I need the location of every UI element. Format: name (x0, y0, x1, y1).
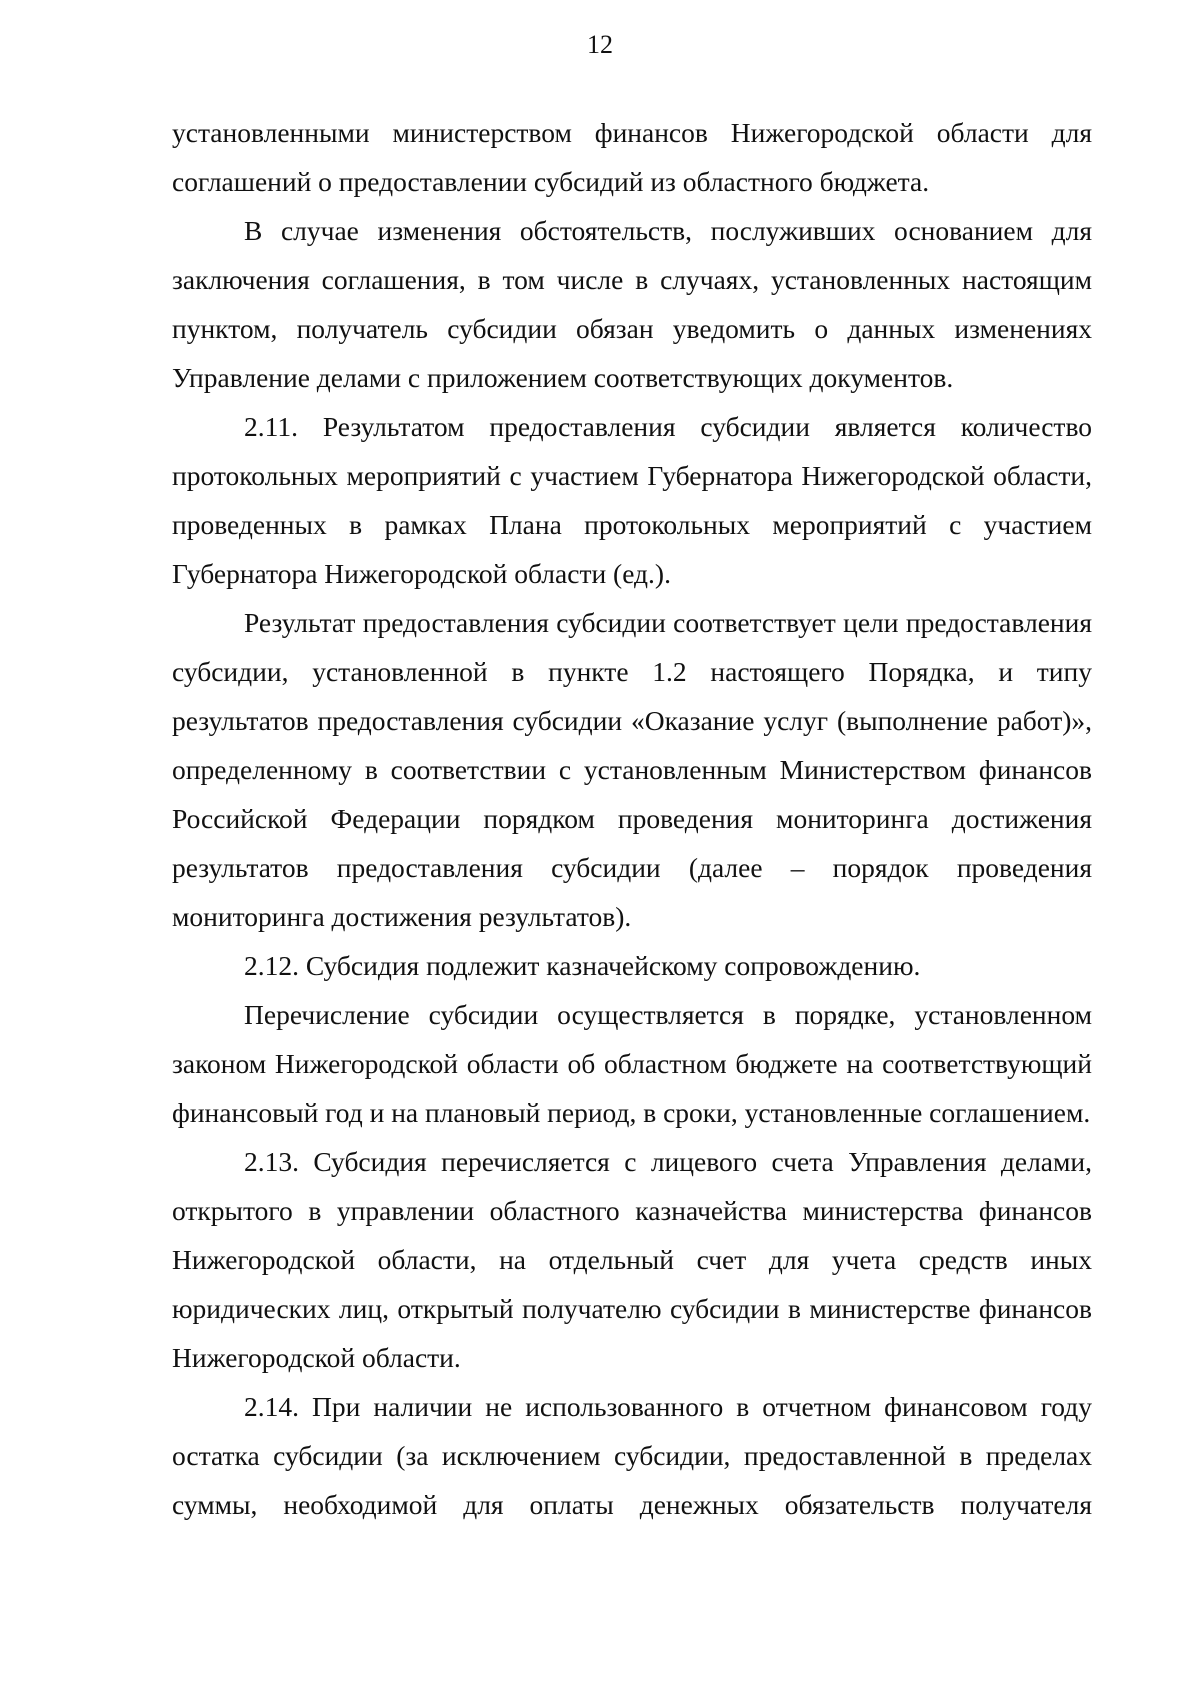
paragraph-2-11: 2.11. Результатом предоставления субсидии является количество протокольных мероприятий с участием Губернатора Нижегородской области, проведенных в рамках Плана протокольных мероприятий с участием Губернатора Нижегородской области (ед.). (172, 411, 1092, 589)
paragraph-transfer: Перечисление субсидии осуществляется в порядке, установленном законом Нижегородской области об областном бюджете на соответствующий финансовый год и на плановый период, в сроки, установленные соглашением. (172, 999, 1092, 1128)
paragraph-2: В случае изменения обстоятельств, послуживших основанием для заключения соглашения, в том числе в случаях, установленных настоящим пунктом, получатель субсидии обязан уведомить о данных изменениях Управление делами с приложением соответствующих документов. (172, 215, 1092, 393)
paragraph-2-12: 2.12. Субсидия подлежит казначейскому сопровождению. (244, 950, 921, 981)
paragraph-2-14: 2.14. При наличии не использованного в отчетном финансовом году остатка субсидии (за исключением субсидии, предоставленной в пределах суммы, необходимой для оплаты денежных обязательств получателя (172, 1391, 1092, 1520)
document-body (172, 108, 1092, 1529)
paragraph-2-13: 2.13. Субсидия перечисляется с лицевого счета Управления делами, открытого в управлении областного казначейства министерства финансов Нижегородской области, на отдельный счет для учета средств иных юридических лиц, открытый получателю субсидии в министерстве финансов Нижегородской области. (172, 1146, 1092, 1373)
paragraph-result: Результат предоставления субсидии соответствует цели предоставления субсидии, установленной в пункте 1.2 настоящего Порядка, и типу результатов предоставления субсидии «Оказание услуг (выполнение работ)», определенному в соответствии с установленным Министерством финансов Российской Федерации порядком проведения мониторинга достижения результатов предоставления субсидии (далее – порядок проведения мониторинга достижения результатов). (172, 607, 1092, 932)
page-number: 12 (587, 30, 613, 59)
paragraph-1: установленными министерством финансов Нижегородской области для соглашений о предоставлении субсидий из областного бюджета. (172, 117, 1092, 197)
